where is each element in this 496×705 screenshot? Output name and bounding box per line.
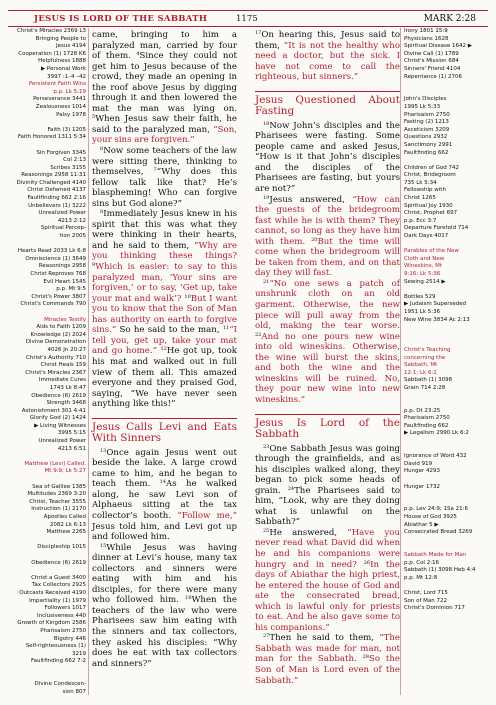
margin-reference: Departure Foretold 714 <box>404 225 469 232</box>
margin-reference: Faultfinding 662 <box>404 422 449 429</box>
margin-reference: Unrealized Power <box>38 438 86 445</box>
margin-reference: Divine Call (1) 1789 <box>404 50 459 57</box>
margin-reference: Christ's Mission 684 <box>404 58 459 65</box>
text-column-left <box>92 30 237 669</box>
margin-reference: Self-righteousness (1) <box>25 643 86 650</box>
section-heading: Jesus Calls Levi and Eats With Sinners <box>92 418 237 444</box>
margin-reference <box>8 673 86 681</box>
margin-reference: Matthew (Levi) Called, <box>24 460 86 467</box>
margin-reference: Sabbath (1) 3098 <box>404 377 453 384</box>
scripture-text: Immediately Jesus knew in his spirit that this was what they were thinking in their hearts, and he said to them, <box>92 209 237 251</box>
margin-reference: Apostles Called <box>43 514 86 520</box>
margin-reference: Christ, Prophet 697 <box>404 210 458 217</box>
verse-number: 8 <box>100 209 104 216</box>
margin-reference: New Wine 3834 Ac 2:13 <box>404 316 470 323</box>
margin-reference <box>404 537 484 545</box>
words-of-jesus: But the time will come when the bridegroom will be taken from them, and on that day they will fast. <box>255 236 400 279</box>
scripture-text: On hearing this, Jesus said to them, <box>255 30 400 51</box>
margin-reference: Miracles Testify <box>44 316 86 323</box>
scripture-text: came, bringing to him a paralyzed man, carried by four of them. <box>92 30 237 62</box>
margin-reference: p.p. Lk 5:19 <box>53 88 86 95</box>
scripture-paragraph <box>92 543 237 670</box>
margin-reference: Obedience (6) 2619 <box>31 392 86 399</box>
margin-reference: p.p. Ecc 3:7 <box>404 217 437 224</box>
margin-reference: Scribes 3155 <box>50 164 86 171</box>
margin-reference: Irony 1801 15:9 <box>404 28 448 34</box>
margin-reference: Hunger 1732 <box>404 483 440 490</box>
scripture-paragraph <box>92 448 237 543</box>
margin-reference: Grain 714 2:28 <box>404 384 446 391</box>
margin-reference: Helpfulness 1888 <box>38 58 86 65</box>
margin-reference: Sabbath (1) 3098 Heb 4:4 <box>404 567 476 574</box>
scripture-text: While Jesus was having dinner at Levi’s house, many tax collectors and sinners were eating with him and his disciples, for there were many who followed him. <box>92 542 237 606</box>
margin-reference: Obedience (6) 2619 <box>31 559 86 566</box>
margin-reference <box>404 157 484 165</box>
margin-reference: Spiritual Joy 1930 <box>404 202 453 209</box>
chapter-verse-reference: MARK 2:28 <box>423 14 476 24</box>
scripture-text: When the teachers of the law who were Pharisees saw him eating with the sinners and tax collectors, they asked his disciples: “Why does he eat with tax collectors and sinners?” <box>92 595 237 669</box>
scripture-paragraph <box>255 633 400 686</box>
margin-reference: Christ's Dominion 717 <box>404 605 465 612</box>
words-of-jesus: In the days of Abiathar the high priest, he entered the house of God and ate the consecrated bread, which is lawful only for priests to eat. And he also gave some to his companions.” <box>255 559 400 633</box>
margin-reference: Matthew 2265 <box>46 529 86 536</box>
verse-number: 28 <box>362 654 369 661</box>
margin-reference: Aids to Faith 1209 <box>36 324 86 331</box>
margin-reference: Sabbath, Mt <box>404 362 438 369</box>
margin-reference: Bringing People to <box>35 35 86 42</box>
margin-reference: Sea of Galilee 1385 <box>32 483 86 490</box>
margin-reference <box>404 286 484 294</box>
margin-reference: David 919 <box>404 460 433 467</box>
margin-reference <box>8 453 86 461</box>
margin-reference: concerning the <box>404 354 446 361</box>
margin-reference: Divinity Challenged 4140 <box>16 179 86 186</box>
margin-reference: Questions 2932 <box>404 134 448 141</box>
margin-reference: Followers 1017 <box>44 605 86 612</box>
words-of-jesus: And no one pours new wine into old wineskins. Otherwise, the wine will burst the skins, and both the wine and the wineskins will be ruined. No, they pour new wine into new wineskins.” <box>255 331 400 405</box>
header-bottom-rule <box>8 26 488 27</box>
margin-reference <box>404 339 484 347</box>
margin-reference: Spiritual Disease 1642 ▶ <box>404 43 472 50</box>
margin-reference: Evil Heart 1545 <box>43 278 86 285</box>
margin-reference <box>8 309 86 317</box>
words-of-jesus: “I tell you, get up, take your mat and go home.” <box>92 325 237 357</box>
scripture-text: He answered, <box>269 527 348 538</box>
verse-number: 10 <box>184 293 191 300</box>
running-head-title: JESUS IS LORD OF THE SABBATH <box>34 14 208 24</box>
margin-reference <box>8 119 86 127</box>
margin-reference: Christ, Lord 715 <box>404 589 448 596</box>
verse-number: 13 <box>100 447 107 454</box>
words-of-jesus: “It is not the healthy who need a doctor, but the sick. I have not come to call the righteous, but sinners.” <box>255 40 400 83</box>
verse-number: 15 <box>100 542 107 549</box>
right-margin-divider <box>400 28 401 695</box>
scripture-text: Then he said to them, <box>269 633 380 644</box>
margin-reference: Fasting (2) 1213 <box>404 119 449 126</box>
words-of-jesus: Which is easier: to say to this paralyzed man, ‘Your sins are forgiven,’ or to say, ‘Get up, take your mat and walk’? <box>92 262 237 304</box>
margin-reference: Sabbath Made for Man <box>404 551 467 558</box>
margin-reference: Ignorance of Word 432 <box>404 453 467 460</box>
words-of-jesus: “Follow me,” <box>177 510 237 521</box>
verse-number: 18 <box>263 120 270 127</box>
margin-reference: Glorify God (2) 1424 <box>29 415 86 422</box>
margin-reference: John's Disciples <box>404 96 447 103</box>
margin-reference <box>404 81 484 89</box>
margin-reference: ▶ Living Witnesses <box>34 422 86 429</box>
words-of-jesus: “How can the guests of the bridegroom fast while he is with them? They cannot, so long as they have him with them. <box>255 194 400 247</box>
margin-reference <box>404 241 484 249</box>
margin-reference: 1951 Lk 5:36 <box>404 308 441 315</box>
margin-reference: Astonishment 301 4:41 <box>21 407 86 414</box>
scripture-paragraph <box>92 209 237 409</box>
margin-reference: Sinners' Friend 4104 <box>404 65 461 72</box>
margin-reference: Christ's Commands 790 <box>20 301 86 308</box>
margin-reference: Christ, Bridegroom <box>404 172 456 179</box>
margin-reference: Faith (3) 1205 <box>47 126 86 133</box>
scripture-paragraph <box>255 279 400 406</box>
margin-reference: 3219 <box>72 650 86 657</box>
header-top-rule <box>8 10 488 11</box>
margin-reference <box>404 544 484 552</box>
margin-reference: tion 2005 <box>59 233 86 240</box>
margin-reference: Growth of Kingdom 2586 <box>17 620 86 627</box>
margin-reference: 3995 5:15 <box>57 430 86 437</box>
margin-reference: Strength 3468 <box>46 400 86 407</box>
margin-reference: Divine Demonstration <box>25 339 86 346</box>
verse-number: 17 <box>255 30 262 36</box>
margin-reference: Christ Heals 159 <box>40 362 86 369</box>
words-of-jesus: “Son, your sins are forgiven.” <box>92 124 237 146</box>
text-column-right <box>255 30 400 686</box>
margin-reference: Fellowship with <box>404 187 446 194</box>
margin-reference <box>404 332 484 340</box>
margin-reference: Children of God 742 <box>404 164 460 171</box>
margin-reference: Reasonings 2958 11:31 <box>21 172 86 179</box>
margin-reference: Pharisaism 2750 <box>404 415 450 422</box>
margin-reference: Instruction (1) 2170 <box>31 506 86 513</box>
margin-reference: Palsy 1978 <box>56 111 86 118</box>
margin-reference: Christ 1265 <box>404 195 436 202</box>
margin-reference: Divine Condescen- <box>34 681 86 688</box>
words-of-jesus: “Have you never read what David did when he and his companions were hungry and in need? <box>255 527 401 570</box>
margin-reference: p.p. Mt 12:8 <box>404 574 438 581</box>
margin-reference: Christ Defamed 4137 <box>27 187 86 194</box>
scripture-paragraph <box>255 30 400 83</box>
margin-reference: Christ's Authority 710 <box>26 354 86 361</box>
margin-reference: 4213 2:12 <box>57 217 86 224</box>
margin-reference: Spiritual Percep- <box>40 225 86 232</box>
margin-reference <box>8 142 86 150</box>
margin-reference: Perseverance 3441 <box>33 96 86 103</box>
section-heading: Jesus Is Lord of the Sabbath <box>255 414 400 440</box>
margin-reference: Asceticism 3209 <box>404 126 450 133</box>
scripture-text: Jesus told him, and Levi got up and followed him. <box>92 521 237 543</box>
margin-reference: Mt 9:9; Lk 5:27 <box>44 468 86 475</box>
verse-number: 12 <box>160 346 167 353</box>
verse-number: 26 <box>363 559 371 566</box>
margin-reference <box>404 324 484 332</box>
scripture-paragraph <box>255 195 400 279</box>
verse-number: 24 <box>287 485 295 492</box>
margin-reference <box>8 552 86 560</box>
scripture-text: The Pharisees said to him, “Look, why are they doing what is unlawful on the Sabbath?” <box>255 485 400 528</box>
margin-reference <box>8 537 86 545</box>
margin-reference: Hunger 4293 <box>404 468 440 475</box>
margin-reference: sion 807 <box>62 688 86 695</box>
margin-reference: Dark Days 4017 <box>404 233 449 240</box>
margin-reference: Bigotry 446 <box>53 635 86 642</box>
margin-reference: 1743 Lk 8:47 <box>49 384 86 391</box>
verse-number: 6 <box>100 146 104 153</box>
verse-number: 19 <box>263 194 270 201</box>
margin-reference: Hearts Read 2033 Lk 6:8 <box>17 248 86 255</box>
verse-number: 7 <box>153 167 157 174</box>
margin-reference <box>404 400 484 408</box>
margin-reference: Consecrated Bread 3269 <box>404 529 473 536</box>
margin-reference: ▶ Judaism Superseded <box>404 301 467 308</box>
margin-reference: Outcasts Received 4190 <box>19 589 86 596</box>
scripture-paragraph <box>92 146 237 209</box>
verse-number: 5 <box>92 114 96 121</box>
margin-reference <box>404 491 484 499</box>
scripture-paragraph <box>255 444 400 528</box>
margin-reference: Omniscience (1) 3649 <box>25 255 86 262</box>
margin-reference: Jesus 4194 <box>56 43 86 50</box>
words-of-jesus: “Why are you thinking these things? <box>92 240 237 262</box>
margin-reference <box>404 476 484 484</box>
margin-reference: Impartiality (1) 1979 <box>29 597 86 604</box>
margin-reference: Parables of the New <box>404 248 459 255</box>
verse-number: 14 <box>159 479 167 486</box>
margin-reference: 9:16; Lk 5:36 <box>404 271 441 277</box>
margin-reference <box>8 241 86 249</box>
margin-reference: Discipleship 1015 <box>37 544 86 551</box>
margin-reference: House of God 3925 <box>404 514 457 520</box>
margin-reference: Christ's Miracles 2369 L3 <box>16 28 86 34</box>
margin-reference: ▶ Personal Work <box>40 65 86 72</box>
margin-reference: Zealousness 1014 <box>35 103 86 110</box>
margin-reference: Abiathar 5 ▶ <box>404 521 439 528</box>
margin-reference: Sewing 2514 ▶ <box>404 278 446 285</box>
margin-reference: 3997 :1–4 –42 <box>47 73 86 80</box>
margin-reference: Unbelievers (1) 3222 <box>28 202 86 209</box>
margin-reference: p.p. Mt 9:5 <box>56 286 86 293</box>
margin-reference <box>404 582 484 590</box>
margin-reference <box>8 567 86 575</box>
margin-reference <box>8 666 86 674</box>
margin-reference: Col 2:13 <box>63 157 86 164</box>
verse-number: 25 <box>263 527 270 534</box>
margin-reference <box>404 438 484 446</box>
verse-number: 27 <box>263 633 270 640</box>
margin-reference <box>404 446 484 454</box>
margin-reference: Immediate Cures <box>38 377 86 384</box>
verse-number: 16 <box>185 595 192 602</box>
margin-reference: Repentance (1) 2706 <box>404 73 463 80</box>
margin-reference: Cooperation (1) 1728 K6 <box>18 50 86 57</box>
margin-reference: Son of Man 722 <box>404 597 447 604</box>
scripture-text: “Why does this fellow talk like that? He’s blaspheming! Who can forgive sins but God alone?” <box>92 167 237 209</box>
margin-reference: Faultfinding 662 2:16 <box>27 195 86 202</box>
scripture-text: So he said to the man, <box>116 325 223 336</box>
scripture-paragraph <box>92 30 237 146</box>
margin-reference: Christ's Miracles 2367 <box>25 369 86 376</box>
margin-reference: Reasonings 2958 <box>38 263 86 270</box>
margin-reference: p.p. Lev 24:9; 1Sa 21:6 <box>404 506 468 513</box>
verse-number: 22 <box>255 331 262 338</box>
margin-reference: Sin Forgiven 3345 <box>36 149 86 156</box>
section-heading: Jesus Questioned About Fasting <box>255 91 400 117</box>
verse-number: 23 <box>263 443 270 450</box>
margin-reference <box>404 499 484 507</box>
scripture-text: As he walked along, he saw Levi son of Alphaeus sitting at the tax collector’s booth. <box>92 479 237 521</box>
scripture-paragraph <box>255 528 400 633</box>
margin-reference: Christ's Teaching <box>404 346 451 353</box>
margin-reference: Pharisaism 2750 <box>404 111 450 118</box>
verse-number: 11 <box>222 325 230 332</box>
margin-reference: Faultfinding 662 7:2 <box>31 658 86 665</box>
margin-reference: 2082 Lk 6:13 <box>49 521 86 528</box>
margin-reference: Knowledge (2) 2024 <box>30 331 86 338</box>
left-margin-references <box>8 28 86 696</box>
words-of-jesus: “The Sabbath was made for man, not man for the Sabbath. <box>255 633 400 665</box>
words-of-jesus: So the Son of Man is Lord even of the Sabbath.” <box>255 654 400 686</box>
left-margin-divider <box>88 28 89 695</box>
margin-reference: 4026 Jn 20:27 <box>47 346 86 353</box>
margin-reference: Pharisaism 2750 <box>40 627 86 634</box>
margin-reference: Unrealized Power <box>38 210 86 217</box>
scripture-text: One Sabbath Jesus was going through the grainfields, and as his disciples walked along, they began to pick some heads of grain. <box>255 443 400 496</box>
margin-reference: Christ, Teacher 3555 <box>29 498 86 505</box>
scripture-text: Jesus answered, <box>269 194 353 205</box>
margin-reference: Physicians 1628 <box>404 35 449 42</box>
margin-reference <box>404 393 484 401</box>
scripture-text: Once again Jesus went out beside the lake. A large crowd came to him, and he began to teach them. <box>92 447 237 490</box>
margin-reference: Inclusiveness 440 <box>36 612 86 619</box>
margin-reference: Christ a Guest 3400 <box>31 574 86 581</box>
margin-reference: 1995 Lk 5:33 <box>404 103 441 110</box>
words-of-jesus: But I want you to know that the Son of Man has authority on earth to forgive sins.” <box>92 293 237 336</box>
margin-reference: Bottles 529 <box>404 293 436 300</box>
margin-reference: 12:1; Lk 6:1 <box>404 369 437 376</box>
margin-reference: Tax Collectors 2925 <box>32 582 86 589</box>
margin-reference <box>8 476 86 484</box>
margin-reference <box>404 89 484 97</box>
scripture-paragraph <box>255 121 400 195</box>
scripture-text: He got up, took his mat and walked out in full view of them all. This amazed everyone and they praised God, saying, “We have never seen anything like this!” <box>92 346 238 410</box>
margin-reference: p.p. Col 2:16 <box>404 559 440 566</box>
margin-reference: Christ Reproves 768 <box>30 271 86 277</box>
scripture-text: Now John’s disciples and the Pharisees were fasting. Some people came and asked Jesus, “How is it that John’s disciples and the disciples of the Pharisees are fasting, but yours are not?” <box>255 120 400 195</box>
words-of-jesus: “No one sews a patch of unshrunk cloth on an old garment. Otherwise, the new piece will pull away from the old, making the tear worse. <box>255 278 400 332</box>
margin-reference: Cloth and New <box>404 255 445 262</box>
right-margin-references <box>404 28 484 613</box>
verse-number: 4 <box>136 51 140 58</box>
scripture-text: Now some teachers of the law were sitting there, thinking to themselves, <box>92 146 237 178</box>
margin-reference: Faultfinding 662 <box>404 149 449 156</box>
scripture-text: Since they could not get him to Jesus because of the crowd, they made an opening in the roof above Jesus by digging through it and then lowered the mat the man was lying on. <box>92 51 237 114</box>
verse-number: 20 <box>311 236 318 243</box>
margin-reference: p.p. Dt 23:25 <box>404 407 441 414</box>
page-number: 1175 <box>236 14 258 24</box>
scripture-text: When Jesus saw their faith, he said to the paralyzed man, <box>92 114 237 135</box>
margin-reference: Christ's Power 3807 <box>31 293 86 300</box>
margin-reference: Multitudes 2369 3:20 <box>27 491 86 498</box>
verse-number: 9 <box>92 262 96 269</box>
verse-number: 21 <box>263 278 270 285</box>
margin-reference: Persistent Faith Wins <box>28 81 86 88</box>
margin-reference: Faith Honored 1311 5:34 <box>17 134 86 141</box>
margin-reference: ▶ Legalism 2990 Lk 6:2 <box>404 430 469 437</box>
margin-reference: 4213 6:51 <box>57 445 86 452</box>
margin-reference: Sanctimony 2991 <box>404 141 453 148</box>
margin-reference: Wineskins, Mt <box>404 263 443 270</box>
margin-reference: 735 Lk 5:34 <box>404 179 437 186</box>
